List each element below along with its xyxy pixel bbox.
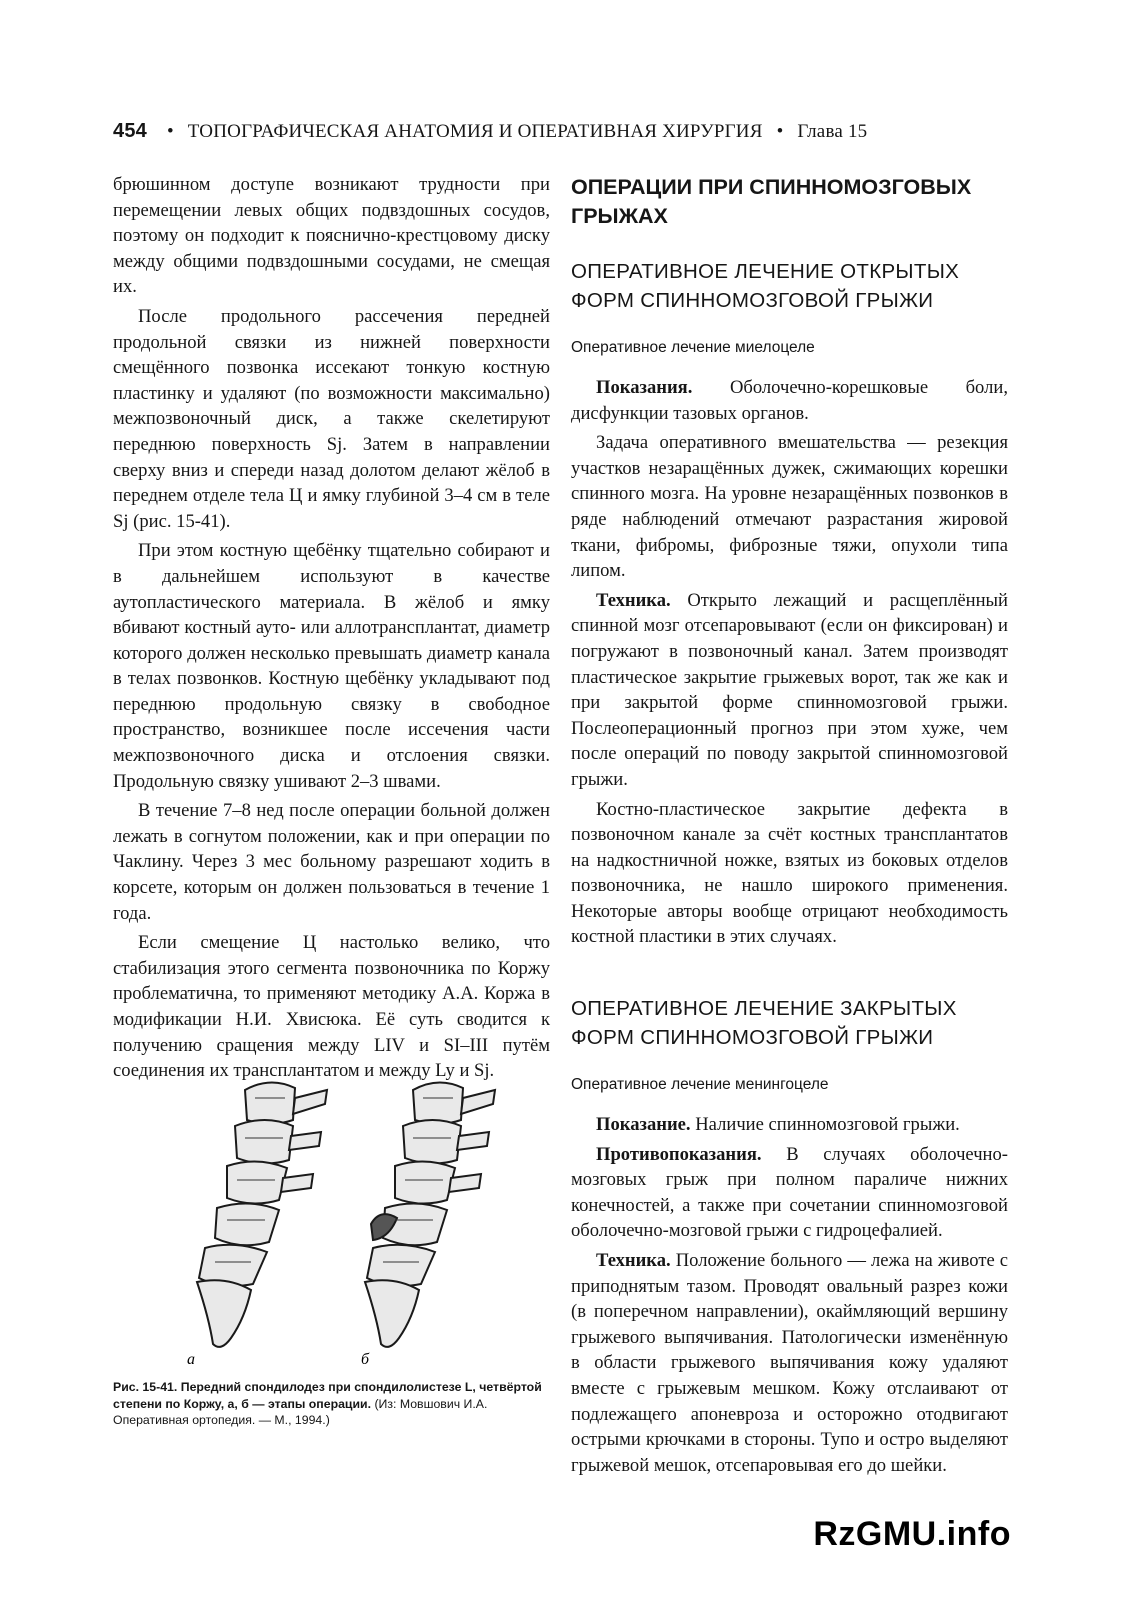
figure-spondylodesis [175,1068,535,1368]
paragraph: Техника. Положение больного — лежа на животе с приподнятым тазом. Проводят овальный разрез кожи (в поперечном направлении), окаймляющий вершину грыжевого выпячивания. Патологически изменённую в области грыжевого выпячивания кожу удаляют вместе с грыжевым мешком. Кожу отслаивают от подлежащего апоневроза и осторожно отодвигают острыми крючками в стороны. Тупо и остро выделяют грыжевой мешок, отсепаровывая его до шейки. [571,1250,1008,1476]
run-in-lead: Техника. [596,589,671,611]
run-in-lead: Показание. [596,1114,691,1136]
caption-label: Рис. 15-41. [113,1380,178,1394]
right-column [571,172,1008,1482]
paragraph: Задача оперативного вмешательства — резекция участков незаращённых дужек, сжимающих корешки спинного мозга. На уровне незаращённых позвонков в ряде наблюдений отмечают разрастания жировой ткани, фибромы, фиброзные тяжи, опухоли типа липом. [571,432,1008,582]
left-column [113,172,550,1088]
figure-label-b: б [361,1351,370,1368]
run-in-lead: Техника. [596,1250,671,1272]
chapter-label: Глава 15 [797,121,868,142]
paragraph: Противопоказания. В случаях оболочечно-мозговых грыж при полном параличе нижних конечностей, а также при сочетании спинномозговой оболочечно-мозговой грыжи с гидроцефалией. [571,1143,1008,1242]
paragraph: Показание. Наличие спинномозговой грыжи. [596,1114,960,1136]
paragraph: Техника. Открыто лежащий и расщеплённый спинной мозг отсепаровывают (если он фиксирован) и погружают в позвоночный канал. Затем производят пластическое закрытие грыжевых ворот, так же как и при закрытой форме спинномозговой грыжи. Послеоперационный прогноз при этом хуже, чем после операций по поводу закрытой спинномозговой грыжи. [571,589,1008,790]
paragraph: После продольного рассечения передней продольной связки из нижней поверхности смещённого позвонка иссекают тонкую костную пластинку и удаляют (по возможности максимально) межпозвоночный диск, а также скелетируют переднюю поверхность Sj. Затем в направлении сверху вниз и спереди назад долотом делают жёлоб в переднем отделе тела Ц и ямку глубиной 3–4 см в теле Sj (рис. 15-41). [113,305,550,532]
header-separator: • [166,121,174,142]
minor-heading: Оперативное лечение миелоцеле [571,339,815,356]
book-title: ТОПОГРАФИЧЕСКАЯ АНАТОМИЯ И ОПЕРАТИВНАЯ ХИРУРГИЯ [187,121,763,142]
paragraph: В течение 7–8 нед после операции больной должен лежать в согнутом положении, как и при операции по Чаклину. Через 3 мес больному разрешают ходить в корсете, которым он должен пользоваться в течение 1 года. [113,800,550,924]
subsection-heading: ОПЕРАТИВНОЕ ЛЕЧЕНИЕ ОТКРЫТЫХ ФОРМ СПИННОМОЗГОВОЙ ГРЫЖИ [571,260,960,312]
minor-heading: Оперативное лечение менингоцеле [571,1076,829,1094]
running-header [113,120,1013,143]
run-in-lead: Показания. [596,377,693,398]
paragraph: брюшинном доступе возникают трудности при перемещении левых общих подвздошных сосудов, поэтому он подходит к пояснично-крестцовому диску между общими подвздошными сосудами, не смещая их. [113,174,550,298]
page-number: 454 [113,120,147,142]
paragraph: Если смещение Ц настолько велико, что стабилизация этого сегмента позвоночника по Коржу проблематична, то применяют методику А.А. Коржа в модификации Н.И. Хвисюка. Её суть сводится к получению сращения между LIV и SI–III путём соединения их трансплантатом и между Ly и Sj. [113,932,550,1082]
subsection-heading: ОПЕРАТИВНОЕ ЛЕЧЕНИЕ ЗАКРЫТЫХ ФОРМ СПИННОМОЗГОВОЙ ГРЫЖИ [571,997,957,1050]
paragraph: При этом костную щебёнку тщательно собирают и в дальнейшем используют в качестве аутопластического материала. В жёлоб и ямку вбивают костный ауто- или аллотрансплантат, диаметр которого должен несколько превышать диаметр канала в телах позвонков. Костную щебёнку укладывают под переднюю продольную связку в свободное пространство, возникшее после иссечения части межпозвоночного диска и отслоения связки. Продольную связку ушивают 2–3 швами. [113,540,550,792]
caption-source: (Из: Мовшович И.А. Оперативная ортопедия. — М., 1994.) [113,1396,488,1427]
paragraph: Костно-пластическое закрытие дефекта в позвоночном канале за счёт костных трансплантатов на надкостничной ножке, взятых из боковых отделов позвоночника, не нашло широкого применения. Некоторые авторы вообще отрицают необходимость костной пластики в этих случаях. [571,798,1008,948]
run-in-lead: Противопоказания. [596,1143,762,1165]
watermark-logo: RzGMU.info [813,1515,1011,1553]
section-heading: ОПЕРАЦИИ ПРИ СПИННОМОЗГОВЫХ ГРЫЖАХ [571,175,972,228]
figure-caption [113,1379,550,1429]
header-separator: • [776,121,784,142]
figure-label-a: а [187,1351,195,1368]
caption-text: Передний спондилодез при спондилолистезе L, четвёртой степени по Коржу, а, б — этапы операции. [113,1380,542,1411]
paragraph: Показания. Оболочечно-корешковые боли, дисфункции тазовых органов. [571,377,1008,424]
spine-illustration [175,1068,535,1368]
